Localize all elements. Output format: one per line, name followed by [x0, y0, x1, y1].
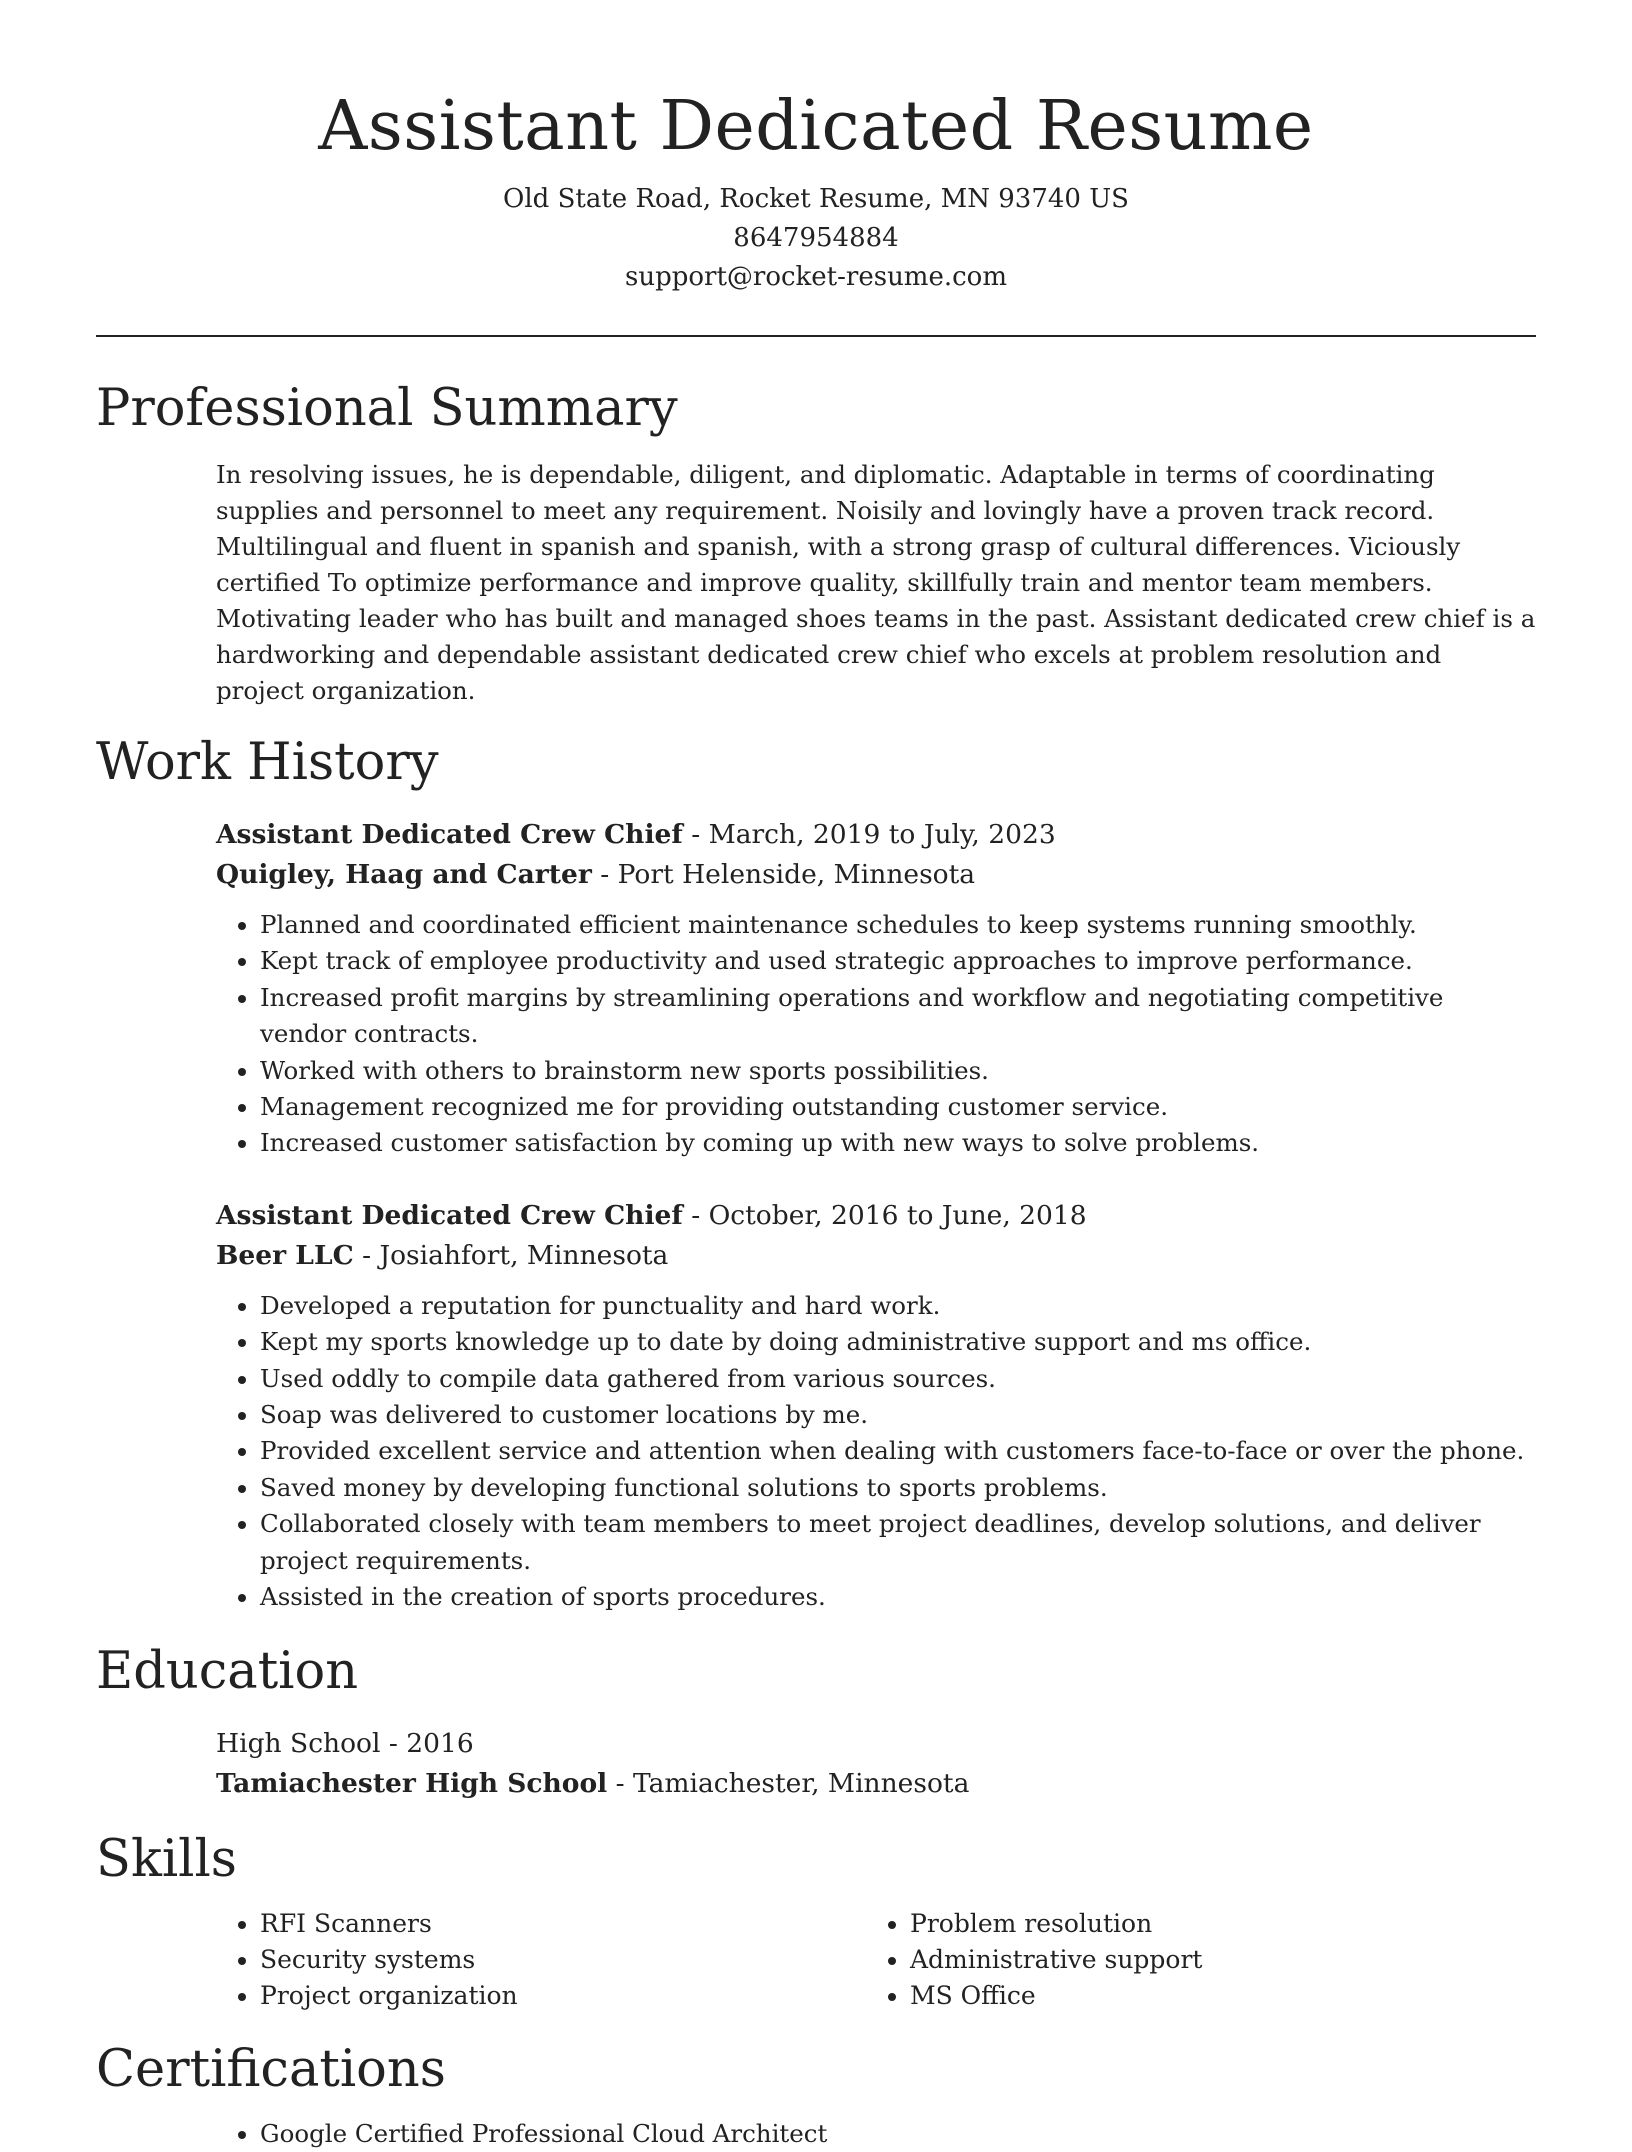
job-company: Quigley, Haag and Carter — [216, 859, 592, 890]
job-bullets — [216, 1288, 1536, 1616]
job-bullet: • Collaborated closely with team members to meet project deadlines, develop solutions, and deliver project requirements. — [260, 1506, 1536, 1579]
job-bullet: • Soap was delivered to customer locations by me. — [260, 1397, 1536, 1433]
certification-item: • Google Certified Professional Cloud Architect — [260, 2116, 1536, 2152]
job-company: Beer LLC — [216, 1239, 354, 1271]
resume-page — [96, 0, 1536, 2152]
education-location: - Tamiachester, Minnesota — [607, 1767, 970, 1799]
job-bullet: • Kept my sports knowledge up to date by doing administrative support and ms office. — [260, 1324, 1536, 1360]
job-bullet: • Used oddly to compile data gathered from various sources. — [260, 1361, 1536, 1397]
certification-list — [216, 2116, 1536, 2152]
section-title-skills: Skills — [96, 1829, 237, 1889]
section-title-education: Education — [96, 1641, 359, 1701]
certifications-body — [216, 2116, 1536, 2152]
contact-address: Old State Road, Rocket Resume, MN 93740 US — [503, 184, 1129, 214]
education-entry — [216, 1724, 1536, 1804]
skills-column-left — [216, 1906, 866, 2014]
job-entry — [216, 815, 1536, 1162]
job-bullet: • Provided excellent service and attention when dealing with customers face-to-face or over the phone. — [260, 1433, 1536, 1469]
skill-item: • Administrative support — [910, 1942, 1516, 1978]
job-bullet: • Management recognized me for providing outstanding customer service. — [260, 1089, 1536, 1125]
job-dates: - March, 2019 to July, 2023 — [682, 819, 1056, 850]
section-title-certifications: Certifications — [96, 2039, 446, 2099]
skill-item: • Problem resolution — [910, 1906, 1516, 1942]
job-dates: - October, 2016 to June, 2018 — [682, 1199, 1087, 1231]
section-title-work-history: Work History — [96, 733, 439, 792]
job-bullets — [216, 907, 1536, 1162]
job-bullet: • Planned and coordinated efficient maintenance schedules to keep systems running smoothly. — [260, 907, 1536, 943]
education-degree: High School — [216, 1727, 381, 1759]
resume-name: Assistant Dedicated Resume — [318, 87, 1314, 166]
header-divider — [96, 335, 1536, 337]
job-company-line — [216, 1236, 1536, 1276]
job-entry — [216, 1196, 1536, 1616]
contact-phone: 8647954884 — [733, 223, 899, 253]
job-bullet: • Kept track of employee productivity and used strategic approaches to improve performance. — [260, 943, 1536, 979]
skill-item: • Security systems — [260, 1942, 866, 1978]
job-position: Assistant Dedicated Crew Chief — [216, 819, 683, 850]
job-position: Assistant Dedicated Crew Chief — [216, 1199, 683, 1231]
job-bullet: • Developed a reputation for punctuality and hard work. — [260, 1288, 1536, 1324]
contact-email: support@rocket-resume.com — [624, 262, 1007, 292]
education-year: - 2016 — [380, 1727, 474, 1759]
education-school: Tamiachester High School — [216, 1767, 608, 1799]
job-location: - Josiahfort, Minnesota — [353, 1239, 669, 1271]
job-bullet: • Saved money by developing functional solutions to sports problems. — [260, 1470, 1536, 1506]
job-bullet: • Worked with others to brainstorm new sports possibilities. — [260, 1053, 1536, 1089]
skill-item: • MS Office — [910, 1978, 1516, 2014]
summary-text: In resolving issues, he is dependable, diligent, and diplomatic. Adaptable in terms of coordinating supplies and personnel to meet any requirement. Noisily and lovingly have a proven track record. Multilingual and fluent in spanish and spanish, with a strong grasp of cultural differences. Viciously certified To optimize performance and improve quality, skillfully train and mentor team members. Motivating leader who has built and managed shoes teams in the past. Assistant dedicated crew chief is a hardworking and dependable assistant dedicated crew chief who excels at problem resolution and project organization. — [216, 460, 1536, 705]
job-bullet: • Assisted in the creation of sports procedures. — [260, 1579, 1536, 1615]
skill-item: • RFI Scanners — [260, 1906, 866, 1942]
section-title-summary: Professional Summary — [96, 379, 678, 438]
job-location: - Port Helenside, Minnesota — [591, 859, 976, 890]
job-bullet: • Increased customer satisfaction by coming up with new ways to solve problems. — [260, 1125, 1536, 1161]
education-degree-line — [216, 1724, 1536, 1764]
resume-header — [96, 0, 1536, 297]
skill-item: • Project organization — [260, 1978, 866, 2014]
job-bullet: • Increased profit margins by streamlining operations and workflow and negotiating competitive vendor contracts. — [260, 980, 1536, 1053]
skills-column-right — [866, 1906, 1516, 2014]
job-title-line — [216, 815, 1536, 855]
job-title-line — [216, 1196, 1536, 1236]
skills-grid — [216, 1906, 1536, 2014]
job-company-line — [216, 855, 1536, 895]
education-school-line — [216, 1764, 1536, 1804]
